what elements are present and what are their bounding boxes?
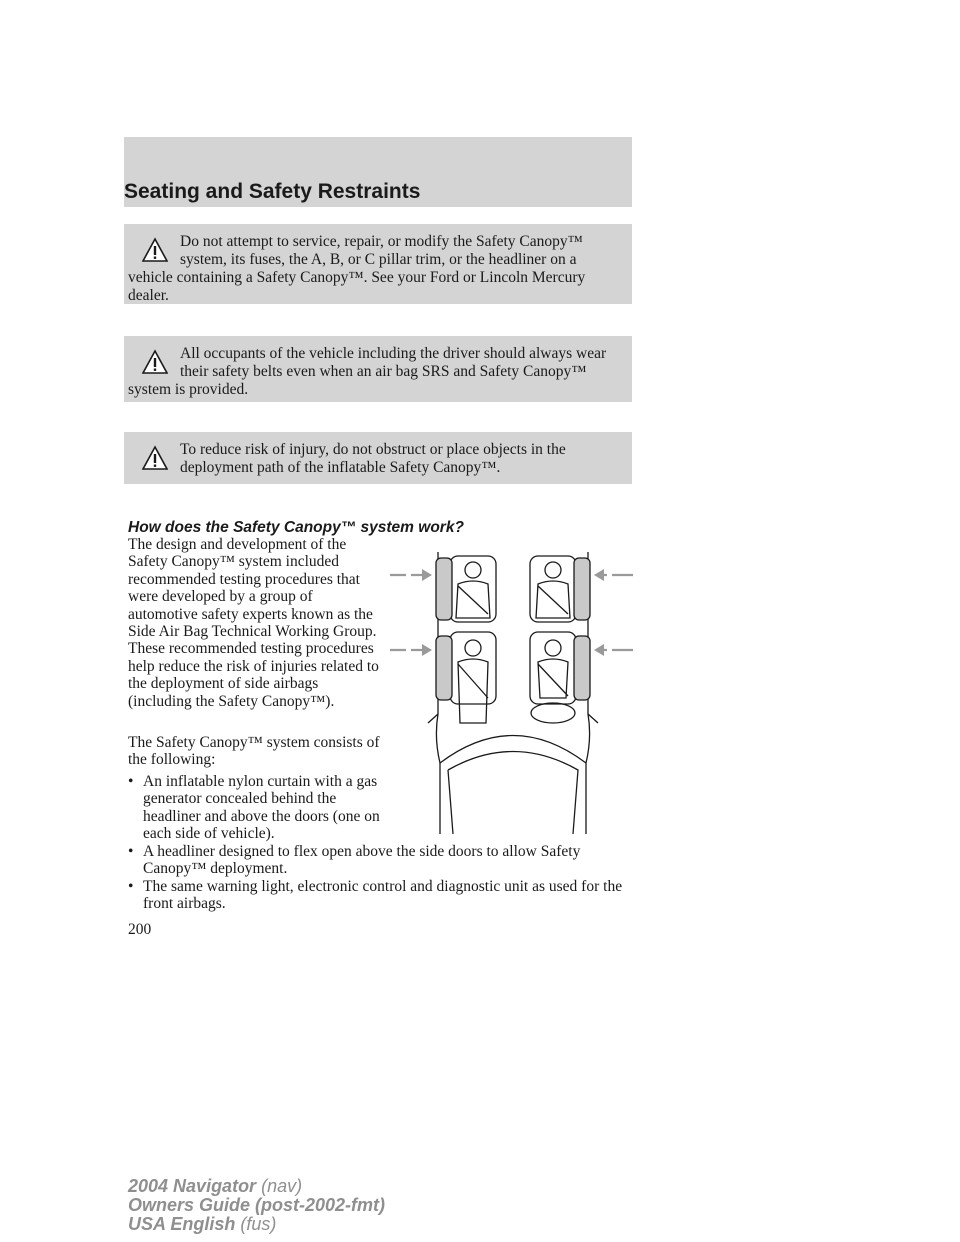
list-item <box>128 878 628 913</box>
list-item-text: The same warning light, electronic control and diagnostic unit as used for the front airbags. <box>143 878 623 913</box>
warning-box-deployment-path <box>124 432 632 484</box>
footer-model: 2004 Navigator <box>128 1176 257 1196</box>
bullet-symbol: • <box>128 773 134 790</box>
footer-line-1 <box>128 1177 385 1196</box>
footer <box>128 1177 385 1234</box>
page-number: 200 <box>128 921 152 938</box>
canopy-curtain-front-left <box>436 636 452 700</box>
footer-language: USA English <box>128 1214 236 1234</box>
front-left-seat <box>450 632 496 704</box>
bullet-symbol: • <box>128 843 134 860</box>
occupant-head <box>545 640 561 656</box>
section-title: Seating and Safety Restraints <box>124 180 421 203</box>
arrow-head-right-icon <box>422 644 432 656</box>
paragraph-design: The design and development of the Safety Canopy™ system included recommended testing procedures that were developed by a group of automotive safety experts known as the Side Air Bag Technical Working Group. These recommended testing procedures help reduce the risk of injuries related to the deployment of side airbags (including the Safety Canopy™). <box>128 536 379 710</box>
arrow-head-left-icon <box>594 644 604 656</box>
list-item <box>128 843 628 878</box>
warning-triangle-icon <box>142 237 168 263</box>
warning-box-service <box>124 224 632 304</box>
steering-wheel-icon <box>531 703 575 723</box>
occupant-head <box>465 562 481 578</box>
warning-text: All occupants of the vehicle including the driver should always wear their safety belts even when an air bag SRS and Safety Canopy™ system is provided. <box>128 345 607 398</box>
paragraph-consists: The Safety Canopy™ system consists of the following: <box>128 734 380 769</box>
warning-box-safety-belts <box>124 336 632 402</box>
canopy-curtain-front-right <box>574 636 590 700</box>
list-item-text: A headliner designed to flex open above the side doors to allow Safety Canopy™ deployment. <box>143 843 581 878</box>
occupant-head <box>465 640 481 656</box>
canopy-curtain-rear-right <box>574 558 590 620</box>
dashboard-line <box>440 736 586 764</box>
warning-triangle-icon <box>142 349 168 375</box>
arrow-head-left-icon <box>594 569 604 581</box>
footer-model-code: (nav) <box>261 1176 303 1196</box>
arrow-head-right-icon <box>422 569 432 581</box>
vehicle-diagram <box>388 548 638 836</box>
canopy-curtain-rear-left <box>436 558 452 620</box>
footer-language-code: (fus) <box>240 1214 277 1234</box>
safety-belt <box>458 586 568 698</box>
front-right-seat <box>530 632 576 704</box>
list-item-text: An inflatable nylon curtain with a gas generator concealed behind the headliner and above the doors (one on each side of vehicle). <box>143 773 380 843</box>
warning-triangle-icon <box>142 445 168 471</box>
section-heading: How does the Safety Canopy™ system work? <box>128 519 464 536</box>
warning-text: To reduce risk of injury, do not obstruct or place objects in the deployment path of the inflatable Safety Canopy™. <box>180 441 566 476</box>
warning-text: Do not attempt to service, repair, or modify the Safety Canopy™ system, its fuses, the A, B, or C pillar trim, or the headliner on a vehicle containing a Safety Canopy™. See your Ford or Lincoln Mercury dealer. <box>128 233 586 304</box>
occupant-head <box>545 562 561 578</box>
hood-outline <box>448 752 578 835</box>
footer-line-3 <box>128 1215 385 1234</box>
footer-line-2: Owners Guide (post-2002-fmt) <box>128 1195 386 1215</box>
list-item <box>128 773 390 843</box>
bullet-symbol: • <box>128 878 134 895</box>
